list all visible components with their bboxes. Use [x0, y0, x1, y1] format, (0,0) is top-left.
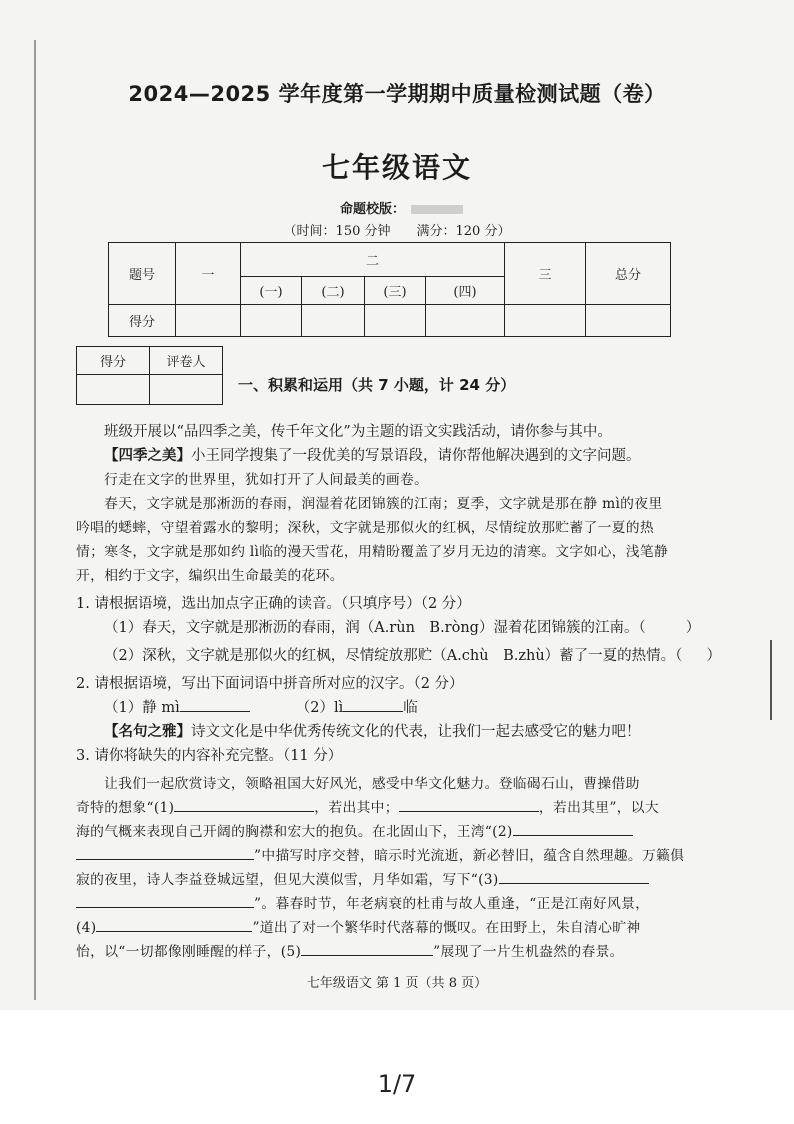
- q3-l2c: ，若出其里”，以大: [538, 800, 660, 816]
- exam-title: 2024—2025 学年度第一学期期中质量检测试题（卷）: [128, 82, 666, 106]
- col-part-three: 三: [505, 243, 586, 305]
- q2-item2-text: （2）lì: [295, 700, 344, 716]
- q2-answer-1[interactable]: [180, 697, 250, 712]
- grader-box: [76, 346, 223, 405]
- question-1-item-2: [76, 644, 721, 668]
- q3-line-2: [76, 796, 694, 820]
- q3-blank-3a[interactable]: [499, 869, 649, 884]
- score-cell[interactable]: [176, 305, 241, 337]
- q3-l2b: ，若出其中；: [314, 800, 399, 816]
- sub-col-3: (三): [365, 277, 426, 305]
- q2-item1-text: （1）静 mì: [104, 700, 180, 716]
- seasons-text: 小王同学搜集了一段优美的写景语段，请你帮他解决遇到的文字问题。: [191, 448, 641, 464]
- page-footer: 七年级语文 第 1 页（共 8 页）: [306, 976, 488, 991]
- page-indicator: 1/7: [377, 1070, 417, 1098]
- q3-l4: ”中描写时序交替，暗示时光流逝，新必替旧，蕴含自然理趣。万籁俱: [254, 848, 685, 864]
- q3-line-6: [76, 892, 694, 916]
- q3-line-7: [76, 916, 694, 940]
- seasons-heading: 【四季之美】: [104, 447, 191, 464]
- q3-line-8: [76, 940, 694, 964]
- q1-item2-text: （2）深秋，文字就是那似火的红枫，尽情绽放那贮（A.chù B.zhù）蓄了一夏的热情。（: [104, 648, 683, 664]
- q1-item1-text: （1）春天，文字就是那淅沥的春雨，润（A.rùn B.ròng）湿着花团锦簇的江南。（: [104, 620, 646, 636]
- q3-l7b: ”道出了对一个繁华时代落幕的慨叹。在田野上，朱自清心旷神: [252, 920, 641, 936]
- q1-close-1: ）: [685, 620, 701, 636]
- q3-l6: ”。暮春时节，年老病衰的杜甫与故人重逢，“正是江南好风景，: [254, 896, 650, 912]
- score-table: [108, 242, 671, 337]
- row-label-score: 得分: [109, 305, 176, 337]
- q2-item2-tail: 临: [403, 700, 418, 716]
- q3-blank-5[interactable]: [301, 941, 433, 956]
- activity-intro: 班级开展以“品四季之美，传千年文化”为主题的语文实践活动，请你参与其中。: [104, 424, 612, 440]
- question-1-stem: 1. 请根据语境，选出加点字正确的读音。（只填序号）（2 分）: [76, 596, 471, 612]
- passage-line: 开，相约于文字，编织出生命最美的花环。: [76, 568, 344, 584]
- passage-line: 行走在文字的世界里，犹如打开了人间最美的画卷。: [104, 472, 429, 488]
- q2-answer-2[interactable]: [343, 697, 403, 712]
- q3-l8a: 怡，以“一切都像刚睡醒的样子，(5): [76, 944, 302, 960]
- q3-blank-1b[interactable]: [399, 797, 539, 812]
- q3-blank-2b[interactable]: [76, 845, 254, 860]
- sub-col-1: (一): [241, 277, 302, 305]
- question-2-stem: 2. 请根据语境，写出下面词语中拼音所对应的汉字。（2 分）: [76, 676, 464, 692]
- q3-blank-1a[interactable]: [174, 797, 314, 812]
- passage-line: 吟唱的蟋蟀，守望着露水的黎明；深秋，文字就是那似火的红枫，尽情绽放那贮蓄了一夏的热: [76, 520, 654, 536]
- q3-line-1: 让我们一起欣赏诗文，领略祖国大好风光，感受中华文化魅力。登临碣石山，曹操借助: [104, 776, 640, 792]
- sub-col-2: (二): [302, 277, 365, 305]
- question-3-stem: 3. 请你将缺失的内容补充完整。（11 分）: [76, 748, 343, 764]
- q3-blank-4[interactable]: [96, 917, 252, 932]
- poetry-prompt: [76, 720, 694, 744]
- setter-label: 命题校版：: [340, 202, 406, 217]
- q3-blank-3b[interactable]: [76, 893, 254, 908]
- question-1-item-1: [76, 616, 701, 640]
- grader-score-label: 得分: [77, 347, 150, 375]
- q1-close-2: ）: [706, 648, 721, 664]
- grader-name-cell[interactable]: [150, 375, 223, 405]
- passage-line: 春天，文字就是那淅沥的春雨，润湿着花团锦簇的江南；夏季，文字就是那在静 mì的夜里: [104, 496, 663, 512]
- q3-l5a: 寂的夜里，诗人李益登城远望，但见大漠似雪，月华如霜，写下“(3): [76, 872, 499, 888]
- subject-title: 七年级语文: [321, 151, 472, 184]
- margin-mark: [770, 640, 772, 720]
- score-cell[interactable]: [365, 305, 426, 337]
- poetry-heading: 【名句之雅】: [104, 723, 191, 740]
- poetry-text: 诗文文化是中华优秀传统文化的代表，让我们一起去感受它的魅力吧！: [191, 724, 641, 740]
- q3-line-5: [76, 868, 694, 892]
- q3-line-3: [76, 820, 694, 844]
- q3-l8b: ”展现了一片生机盎然的春景。: [433, 944, 624, 960]
- score-cell[interactable]: [586, 305, 671, 337]
- score-cell[interactable]: [302, 305, 365, 337]
- question-2-items: [76, 696, 694, 720]
- q3-l7a: (4): [76, 920, 97, 936]
- seasons-prompt: [76, 444, 694, 468]
- grader-name-label: 评卷人: [150, 347, 223, 375]
- q3-l3: 海的气概来表现自己开阔的胸襟和宏大的抱负。在北固山下，王湾“(2): [76, 824, 513, 840]
- passage-line: 情；寒冬，文字就是那如约 lì临的漫天雪花，用精盼覆盖了岁月无边的清寒。文字如心，浅笔静: [76, 544, 669, 560]
- setter-line: [340, 198, 463, 217]
- col-part-one: 一: [176, 243, 241, 305]
- col-part-two: 二: [241, 243, 505, 277]
- q3-l2a: 奇特的想象“(1): [76, 800, 175, 816]
- score-cell[interactable]: [241, 305, 302, 337]
- q3-blank-2a[interactable]: [513, 821, 633, 836]
- section-one-title: 一、积累和运用（共 7 小题，计 24 分）: [238, 376, 516, 394]
- score-cell[interactable]: [505, 305, 586, 337]
- col-total: 总分: [586, 243, 671, 305]
- grader-score-cell[interactable]: [77, 375, 150, 405]
- time-info: （时间：150 分钟 满分：120 分）: [283, 224, 511, 239]
- q3-line-4: [76, 844, 694, 868]
- setter-name-redacted: [411, 205, 463, 214]
- score-cell[interactable]: [426, 305, 505, 337]
- row-label-question: 题号: [109, 243, 176, 305]
- sub-col-4: (四): [426, 277, 505, 305]
